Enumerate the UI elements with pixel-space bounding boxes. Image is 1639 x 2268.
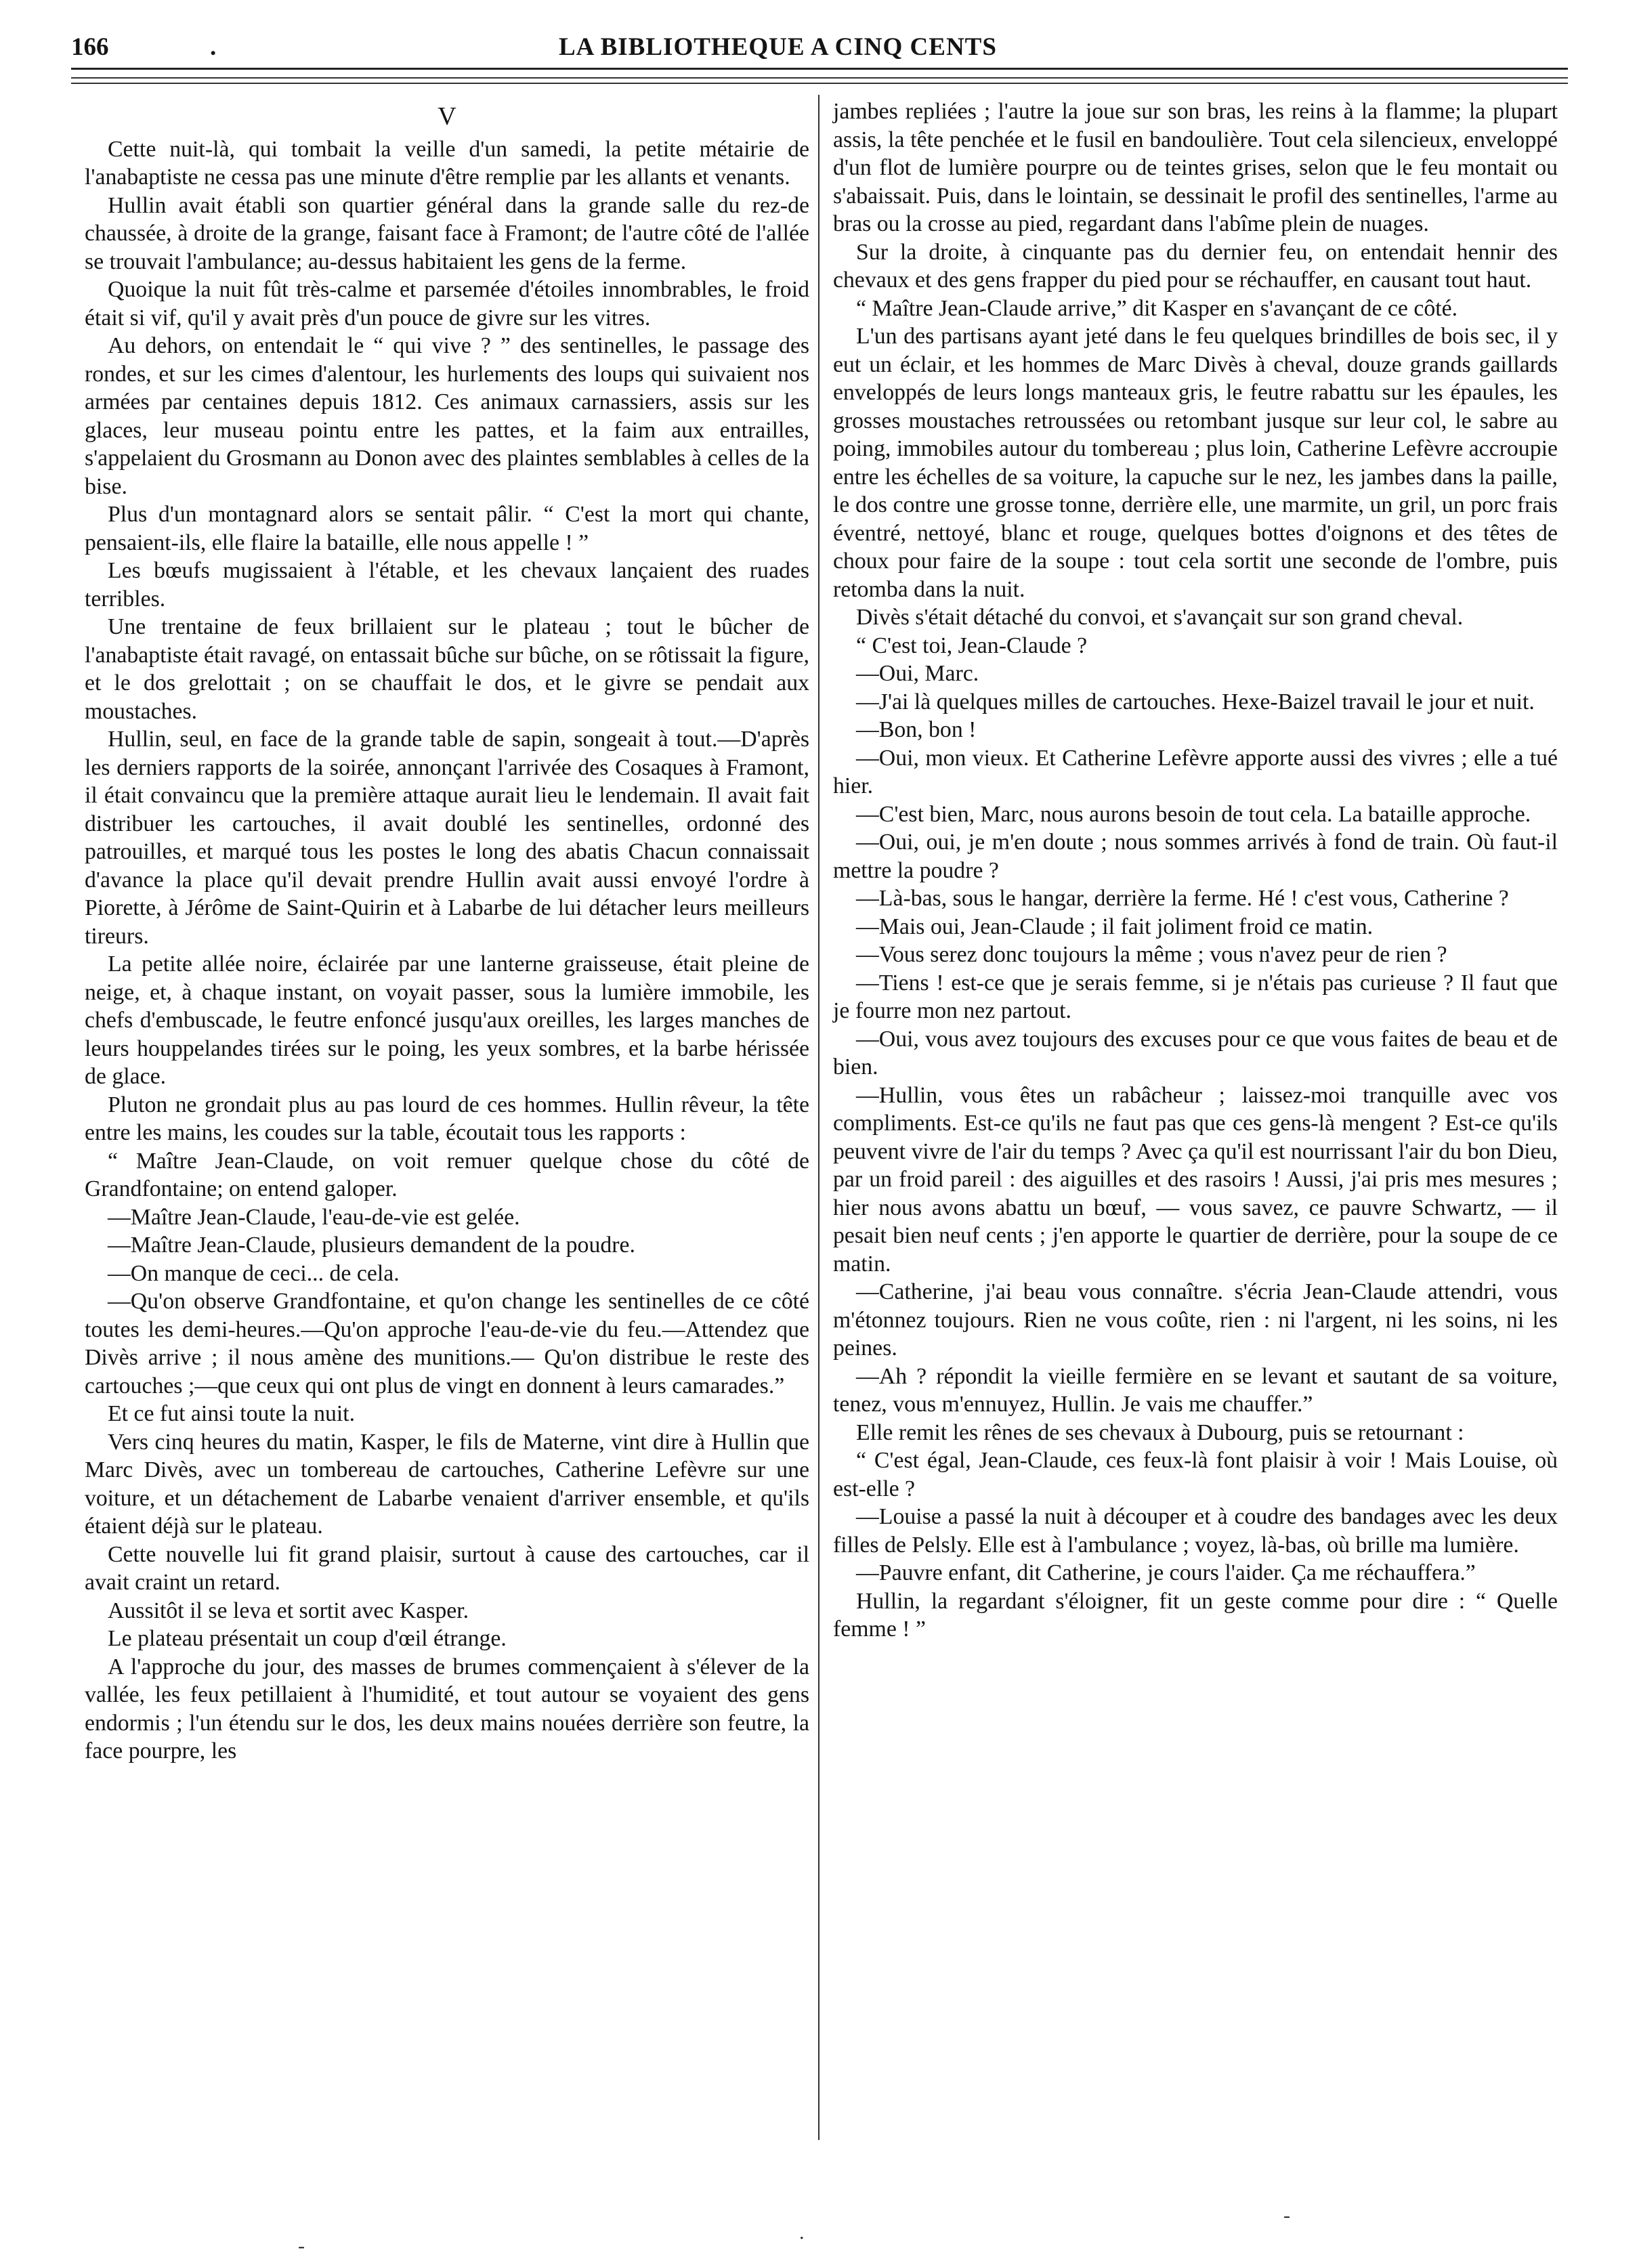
dialogue-line: “ Maître Jean-Claude arrive,” dit Kasper en s'avançant de ce côté. [856,295,1458,321]
dialogue-line: —Oui, mon vieux. Et Catherine Lefèvre apporte aussi des vivres ; elle a tué hier. [833,745,1558,798]
column-divider [818,95,820,2140]
paragraph: Le plateau présentait un coup d'œil étrange. [108,1626,507,1651]
running-title: LA BIBLIOTHEQUE A CINQ CENTS [559,33,997,61]
paragraph: Une trentaine de feux brillaient sur le plateau ; tout le bûcher de l'anabaptiste était ravagé, on entassait bûche sur bûche, on se rôtissait la figure, et le dos grelottait ; on se chauffait le dos, et le givre se pendait aux moustaches. [85,614,809,724]
dialogue-line: —Oui, vous avez toujours des excuses pour ce que vous faites de beau et de bien. [833,1026,1558,1079]
paragraph-continued: jambes repliées ; l'autre la joue sur son bras, les reins à la flamme; la plupart assis, la tête penchée et le fusil en bandoulière. Tout cela silencieux, enveloppé d'un flot de lumière pourpre ou de teintes grises, selon que le feu montait ou s'abaissait. Puis, dans le lointain, se dessinait le profil des sentinelles, l'arme au bras ou la crosse au pied, regardant dans l'abîme plein de nuages. [833,99,1558,236]
dialogue-line: —J'ai là quelques milles de cartouches. Hexe-Baizel travail le jour et nuit. [856,689,1535,714]
paragraph: Hullin, la regardant s'éloigner, fit un geste comme pour dire : “ Quelle femme ! ” [833,1588,1558,1642]
right-column [833,98,1558,1644]
paragraph: Quoique la nuit fût très-calme et parsemée d'étoiles innombrables, le froid était si vif, qu'il y avait près d'un pouce de givre sur les vitres. [85,277,809,330]
dialogue-line: —Mais oui, Jean-Claude ; il fait joliment froid ce matin. [856,914,1374,939]
dialogue-line: —Louise a passé la nuit à découper et à coudre des bandages avec les deux filles de Pelsly. Elle est à l'ambulance ; voyez, là-bas, où brille ma lumière. [833,1504,1558,1558]
dialogue-line: —On manque de ceci... de cela. [108,1260,400,1286]
paragraph: A l'approche du jour, des masses de brumes commençaient à s'élever de la vallée, les feux petillaient à l'humidité, et tout autour se voyaient des gens endormis ; l'un étendu sur le dos, les deux mains nouées derrière son feutre, la face pourpre, les [85,1654,809,1763]
dialogue-line: —Pauvre enfant, dit Catherine, je cours l'aider. Ça me réchauffera.” [856,1560,1476,1585]
dialogue-line: “ C'est égal, Jean-Claude, ces feux-là font plaisir à voir ! Mais Louise, où est-elle ? [833,1448,1558,1501]
print-speck: . [799,2221,805,2244]
header-separator-dot: . [210,33,217,61]
dialogue-line: —C'est bien, Marc, nous aurons besoin de tout cela. La bataille approche. [856,801,1531,827]
paragraph: L'un des partisans ayant jeté dans le feu quelques brindilles de bois sec, il y eut un éclair, et les hommes de Marc Divès à cheval, douze grands gaillards enveloppés de leurs longs manteaux gris, le feutre rabattu sur les épaules, les grosses moustaches retroussées ou retombant jusque sur leur col, le sabre au poing, immobiles autour du tombereau ; plus loin, Catherine Lefèvre accroupie entre les échelles de sa voiture, la capuche sur le nez, les jambes dans la paille, le dos contre une grosse tonne, derrière elle, une marmite, un gril, un porc frais éventré, nettoyé, blanc et rouge, quelques bottes d'oignons et des têtes de choux pour faire de la soupe : tout cela sortit une seconde de l'ombre, puis retomba dans la nuit. [833,324,1558,602]
dialogue-line: —Catherine, j'ai beau vous connaître. s'écria Jean-Claude attendri, vous m'étonnez toujours. Rien ne vous coûte, rien : ni l'argent, ni les soins, ni les peines. [833,1279,1558,1361]
paragraph: Elle remit les rênes de ses chevaux à Dubourg, puis se retournant : [856,1419,1464,1445]
paragraph: Plus d'un montagnard alors se sentait pâlir. “ C'est la mort qui chante, pensaient-ils, elle flaire la bataille, elle nous appelle ! ” [85,502,809,555]
chapter-number: V [438,102,456,131]
dialogue-line: —Tiens ! est-ce que je serais femme, si je n'étais pas curieuse ? Il faut que je fourre mon nez partout. [833,970,1558,1023]
dialogue-line: —Qu'on observe Grandfontaine, et qu'on change les sentinelles de ce côté toutes les demi-heures.—Qu'on approche l'eau-de-vie du feu.—Attendez que Divès arrive ; il nous amène des munitions.— Qu'on distribue le reste des cartouches ;—que ceux qui ont plus de vingt en donnent à leurs camarades.” [85,1289,809,1398]
paragraph: Vers cinq heures du matin, Kasper, le fils de Materne, vint dire à Hullin que Marc Divès, avec un tombereau de cartouches, Catherine Lefèvre sur une voiture, et un détachement de Labarbe venaient d'arriver ensemble, et qu'ils étaient déjà sur le plateau. [85,1429,809,1539]
page-number: 166 [71,33,109,61]
dialogue-line: —Vous serez donc toujours la même ; vous n'avez peur de rien ? [856,942,1447,967]
dialogue-line: —Hullin, vous êtes un rabâcheur ; laissez-moi tranquille avec vos compliments. Est-ce qu'ils ne faut pas que ces gens-là mengent ? Est-ce qu'ils peuvent vivre de l'air du temps ? Avec ça qu'il est nourrissant l'air du bon Dieu, par un froid pareil : des aiguilles et des rasoirs ! Aussi, j'ai pris mes mesures ; hier nous avons abattu un bœuf, — vous savez, ce pauvre Schwartz, — il pesait bien neuf cents ; j'en apporte le quartier de derrière, pour la soupe de ce matin. [833,1082,1558,1277]
paragraph: Aussitôt il se leva et sortit avec Kasper. [108,1598,469,1623]
paragraph: Et ce fut ainsi toute la nuit. [108,1401,356,1426]
paragraph: Sur la droite, à cinquante pas du dernier feu, on entendait hennir des chevaux et des gens frapper du pied pour se réchauffer, en causant tout haut. [833,239,1558,293]
paragraph: La petite allée noire, éclairée par une lanterne graisseuse, était pleine de neige, et, à chaque instant, on voyait passer, sous la lumière immobile, les chefs d'embuscade, le feutre enfoncé jusqu'aux oreilles, les larges manches de leurs houppelandes tirées sur le poing, les yeux sombres, et la barbe hérissée de glace. [85,951,809,1089]
dialogue-line: “ Maître Jean-Claude, on voit remuer quelque chose du côté de Grandfontaine; on entend galoper. [85,1148,809,1201]
dialogue-line: —Maître Jean-Claude, l'eau-de-vie est gelée. [108,1204,520,1230]
dialogue-line: —Là-bas, sous le hangar, derrière la ferme. Hé ! c'est vous, Catherine ? [856,886,1509,911]
paragraph: Cette nuit-là, qui tombait la veille d'un samedi, la petite métairie de l'anabaptiste ne cessa pas une minute d'être remplie par les allants et venants. [85,136,809,190]
paragraph: Hullin avait établi son quartier général dans la grande salle du rez-de chaussée, à droite de la grange, faisant face à Framont; de l'autre côté de l'allée se trouvait l'ambulance; au-dessus habitaient les gens de la ferme. [85,192,809,274]
dialogue-line: —Bon, bon ! [856,717,977,742]
paragraph: Au dehors, on entendait le “ qui vive ? ” des sentinelles, le passage des rondes, et sur les cimes d'alentour, les hurlements des loups qui suivaient nos armées par centaines depuis 1812. Ces animaux carnassiers, assis sur les glaces, leur museau pointu entre les pattes, et la faim aux entrailles, s'appelaient du Grosmann au Donon avec des plaintes semblables à celles de la bise. [85,333,809,499]
dialogue-line: “ C'est toi, Jean-Claude ? [856,633,1088,658]
paragraph: Divès s'était détaché du convoi, et s'avançait sur son grand cheval. [856,605,1464,630]
dialogue-line: —Oui, Marc. [856,661,979,686]
dialogue-line: —Maître Jean-Claude, plusieurs demandent de la poudre. [108,1233,635,1258]
paragraph: Les bœufs mugissaient à l'étable, et les chevaux lançaient des ruades terribles. [85,558,809,612]
left-column [85,103,809,1766]
dialogue-line: —Oui, oui, je m'en doute ; nous sommes arrivés à fond de train. Où faut-il mettre la poudre ? [833,830,1558,883]
header-rule [71,68,1568,70]
page-header [71,33,1568,66]
paragraph: Pluton ne grondait plus au pas lourd de ces hommes. Hullin rêveur, la tête entre les mains, les coudes sur la table, écoutait tous les rapports : [85,1092,809,1145]
print-speck: - [298,2235,305,2257]
header-double-rule-lower [71,83,1568,84]
paragraph: Cette nouvelle lui fit grand plaisir, surtout à cause des cartouches, car il avait craint un retard. [85,1541,809,1595]
dialogue-line: —Ah ? répondit la vieille fermière en se levant et sautant de sa voiture, tenez, vous m'ennuyez, Hullin. Je vais me chauffer.” [833,1363,1558,1417]
header-double-rule-upper [71,77,1568,79]
paragraph: Hullin, seul, en face de la grande table de sapin, songeait à tout.—D'après les derniers rapports de la soirée, annonçant l'arrivée des Cosaques à Framont, il était convaincu que la première attaque aurait lieu le lendemain. Il avait fait distribuer les cartouches, il avait doublé les sentinelles, ordonné des patrouilles, et marqué tous les postes le long des abatis Chacun connaissait d'avance la place qu'il devait prendre Hullin avait aussi envoyé l'ordre à Piorette, à Jérôme de Saint-Quirin et à Labarbe de lui détacher leurs meilleurs tireurs. [85,727,809,949]
print-speck: - [1283,2204,1290,2227]
